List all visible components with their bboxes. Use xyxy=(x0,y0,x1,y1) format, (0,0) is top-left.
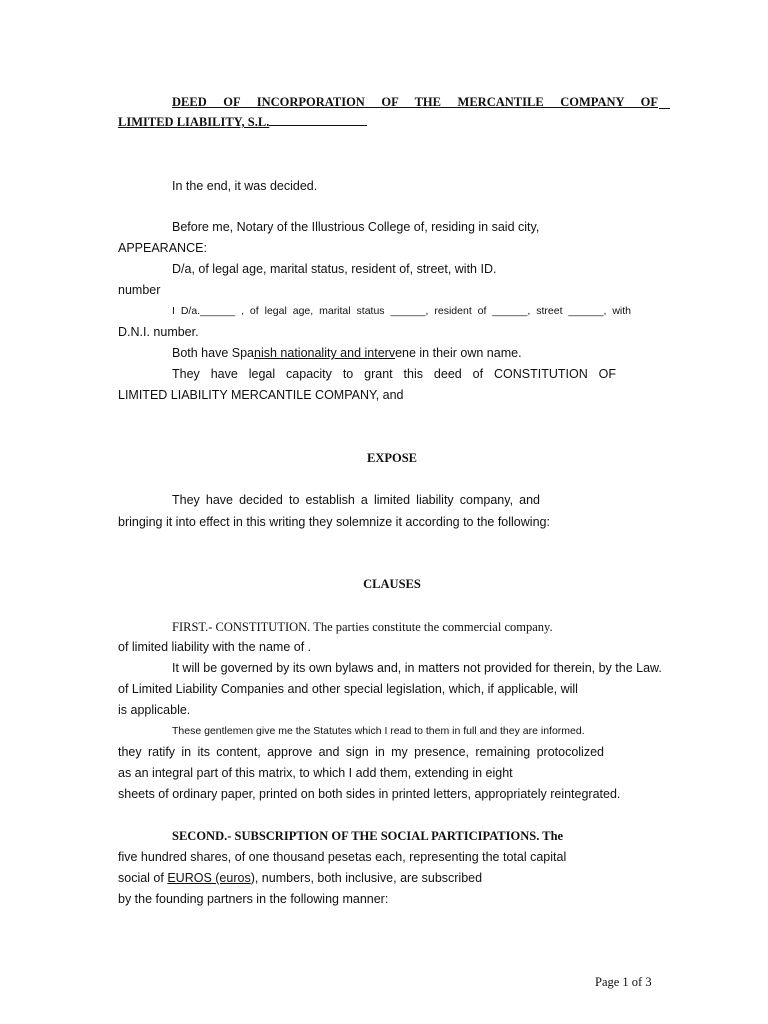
clause-first-line-9: sheets of ordinary paper, printed on both sides in printed letters, appropriately reintegrated. xyxy=(118,787,621,801)
title-underline-filler xyxy=(659,108,670,109)
title-line-2: LIMITED LIABILITY, S.L. xyxy=(118,114,367,130)
clause-first-line-8: as an integral part of this matrix, to which I add them, extending in eight xyxy=(118,766,513,780)
nationality-text: Both have Spanish nationality and intervene in their own name. xyxy=(172,346,522,360)
clause-first-line-6: These gentlemen give me the Statutes which I read to them in full and they are informed. xyxy=(172,725,585,737)
capacity-line-2: LIMITED LIABILITY MERCANTILE COMPANY, and xyxy=(118,388,404,402)
clause-second-line-2: five hundred shares, of one thousand pesetas each, representing the total capital xyxy=(118,850,567,864)
party-2-text: I D/a.______ , of legal age, marital status ______, resident of ______, street ______, with xyxy=(172,305,631,317)
title-line-1: DEED OF INCORPORATION OF THE MERCANTILE COMPANY OF xyxy=(172,95,658,109)
expose-line-1: They have decided to establish a limited liability company, and xyxy=(172,493,540,507)
clause-first-line-7: they ratify in its content, approve and sign in my presence, remaining protocolized xyxy=(118,745,604,759)
dni-text: D.N.I. number. xyxy=(118,325,199,339)
clause-first-line-2: of limited liability with the name of . xyxy=(118,640,312,654)
clause-second-line-3: social of EUROS (euros), numbers, both inclusive, are subscribed xyxy=(118,871,483,885)
number-text: number xyxy=(118,283,161,297)
expose-heading: EXPOSE xyxy=(366,451,417,465)
before-me-text: Before me, Notary of the Illustrious College of, residing in said city, xyxy=(172,220,540,234)
clauses-heading: CLAUSES xyxy=(363,577,421,591)
clause-first-line-3: It will be governed by its own bylaws and, in matters not provided for therein, by the Law. xyxy=(172,661,662,675)
clause-first-line-4: of Limited Liability Companies and other special legislation, which, if applicable, will xyxy=(118,682,578,696)
clause-first-line-5: is applicable. xyxy=(118,703,191,717)
clause-second-line-1: SECOND.- SUBSCRIPTION OF THE SOCIAL PARTICIPATIONS. The xyxy=(172,829,564,843)
party-1-text: D/a, of legal age, marital status, resident of, street, with ID. xyxy=(172,262,497,276)
expose-line-2: bringing it into effect in this writing they solemnize it according to the following: xyxy=(118,515,550,529)
clause-first-line-1: FIRST.- CONSTITUTION. The parties constitute the commercial company. xyxy=(172,620,553,634)
page-number: Page 1 of 3 xyxy=(595,975,652,989)
appearance-label: APPEARANCE: xyxy=(118,241,207,255)
clause-second-line-4: by the founding partners in the following manner: xyxy=(118,892,389,906)
decided-text: In the end, it was decided. xyxy=(172,179,318,193)
capacity-line-1: They have legal capacity to grant this deed of CONSTITUTION OF xyxy=(172,367,616,381)
